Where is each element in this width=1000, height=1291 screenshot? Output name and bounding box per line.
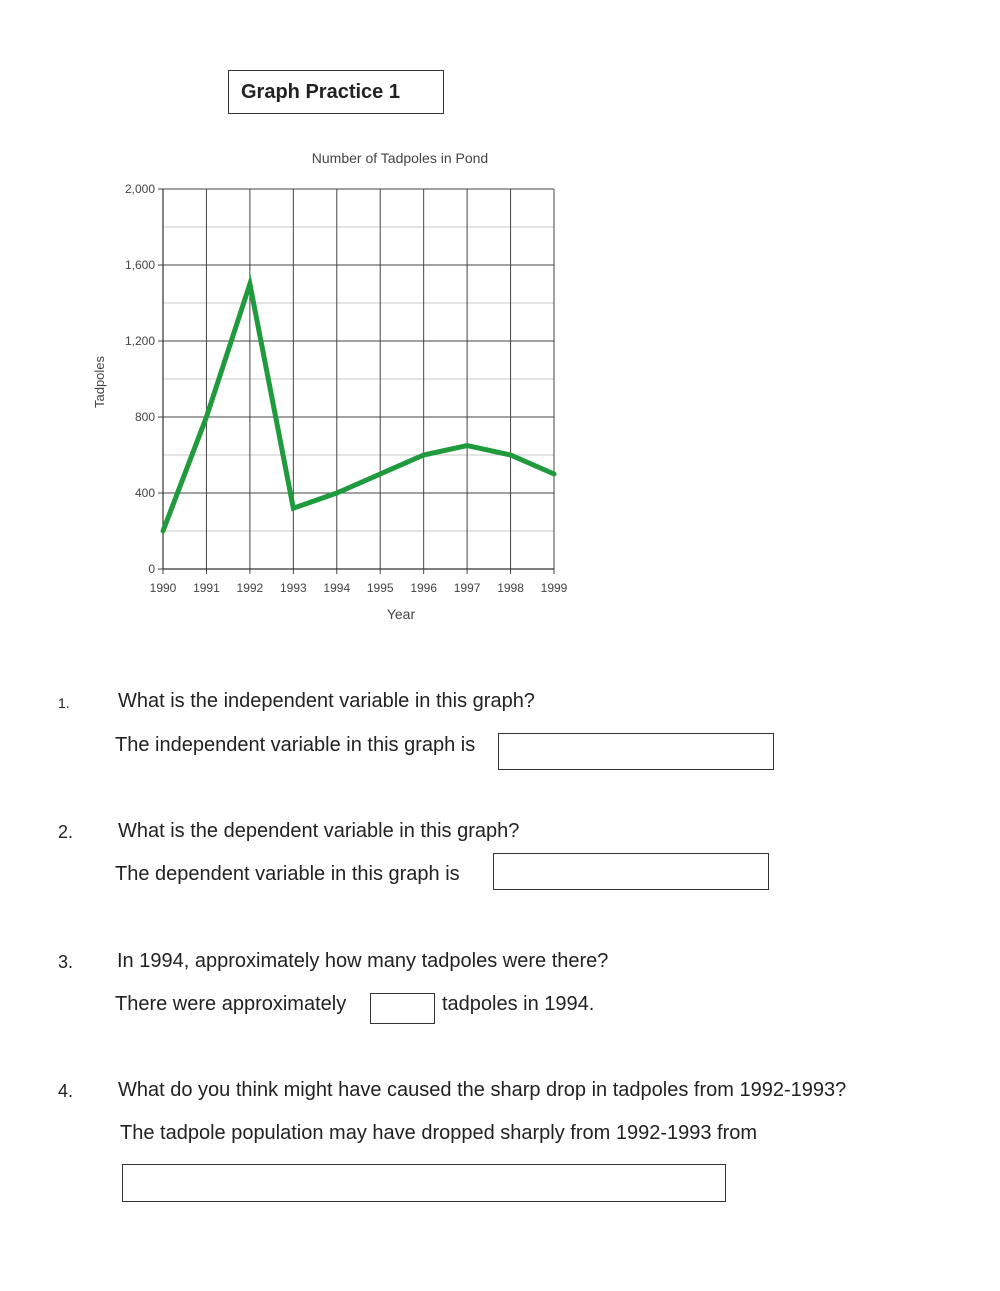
chart-labels (125, 182, 568, 595)
question-3-text: In 1994, approximately how many tadpoles were there? (117, 950, 609, 972)
y-tick-label: 1,200 (124, 334, 155, 348)
question-2-number: 2. (58, 822, 74, 842)
x-tick-label: 1991 (193, 581, 220, 595)
question-3-number: 3. (58, 952, 74, 972)
x-tick-label: 1999 (540, 581, 568, 595)
chart-title: Number of Tadpoles in Pond (311, 150, 489, 166)
x-tick-label: 1998 (497, 581, 524, 595)
y-tick-label: 2,000 (124, 182, 155, 196)
tadpole-line-chart (80, 140, 600, 640)
answer-3-input[interactable] (370, 993, 435, 1024)
x-tick-label: 1993 (279, 581, 307, 595)
x-axis-label: Year (386, 606, 416, 622)
y-tick-label: 1,600 (124, 258, 155, 272)
tadpole-series-line (163, 284, 554, 531)
chart-series (163, 284, 554, 531)
y-tick-label: 400 (134, 486, 155, 500)
answer-3-prefix: There were approximately (115, 993, 347, 1015)
question-1-number: 1. (58, 695, 70, 711)
page-title: Graph Practice 1 (228, 70, 444, 114)
question-2-text: What is the dependent variable in this graph? (118, 820, 520, 842)
question-4-number: 4. (58, 1081, 74, 1101)
answer-4-input[interactable] (122, 1164, 726, 1202)
chart-grid (163, 189, 554, 569)
y-tick-label: 0 (148, 562, 155, 576)
y-tick-label: 800 (134, 410, 155, 424)
answer-1-input[interactable] (498, 733, 774, 770)
question-1-text: What is the independent variable in this graph? (118, 690, 535, 712)
y-axis-label: Tadpoles (92, 355, 107, 409)
question-4-text: What do you think might have caused the sharp drop in tadpoles from 1992-1993? (118, 1079, 847, 1101)
x-tick-label: 1994 (323, 581, 351, 595)
answer-3-suffix: tadpoles in 1994. (442, 993, 595, 1015)
x-tick-label: 1995 (366, 581, 394, 595)
answer-2-input[interactable] (493, 853, 769, 890)
answer-1-prefix: The independent variable in this graph is (115, 734, 476, 756)
x-tick-label: 1997 (453, 581, 481, 595)
answer-4-prefix: The tadpole population may have dropped sharply from 1992-1993 from (120, 1122, 758, 1144)
answer-2-prefix: The dependent variable in this graph is (115, 863, 460, 885)
x-tick-label: 1990 (149, 581, 177, 595)
x-tick-label: 1992 (236, 581, 264, 595)
x-tick-label: 1996 (410, 581, 438, 595)
